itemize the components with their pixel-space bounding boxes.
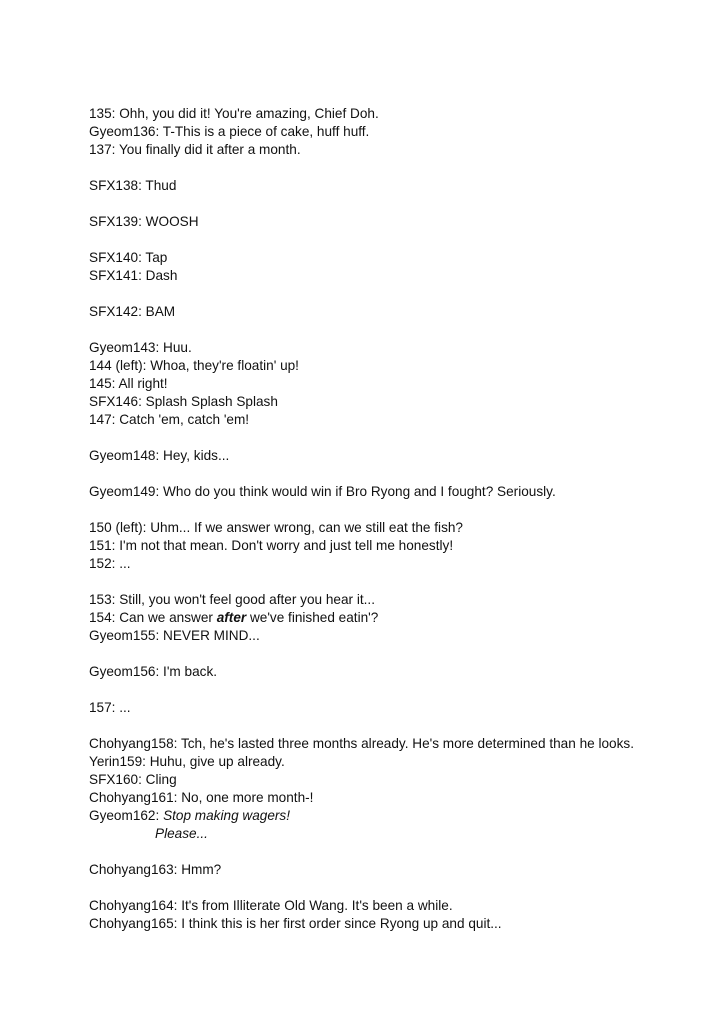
script-line: 152: ...	[89, 556, 131, 571]
script-line: SFX140: Tap	[89, 250, 168, 265]
blank-line	[89, 717, 719, 735]
script-line: 147: Catch 'em, catch 'em!	[89, 412, 250, 427]
script-line: Chohyang165: I think this is her first order since Ryong up and quit...	[89, 916, 502, 931]
blank-line	[89, 843, 719, 861]
script-line: SFX141: Dash	[89, 268, 178, 283]
script-line: Chohyang164: It's from Illiterate Old Wang. It's been a while.	[89, 898, 453, 913]
blank-line	[89, 321, 719, 339]
blank-line	[89, 285, 719, 303]
italic-dialogue: Stop making wagers!	[163, 808, 290, 823]
script-line: 150 (left): Uhm... If we answer wrong, can we still eat the fish?	[89, 520, 463, 535]
line-text-after: we've finished eatin'?	[246, 610, 379, 625]
line-text-before: 154: Can we answer	[89, 610, 217, 625]
blank-line	[89, 879, 719, 897]
blank-line	[89, 231, 719, 249]
blank-line	[89, 681, 719, 699]
blank-line	[89, 465, 719, 483]
script-line-continued: Please...	[155, 826, 208, 841]
blank-line	[89, 429, 719, 447]
script-text	[89, 105, 719, 933]
emphasized-word: after	[216, 610, 247, 625]
script-line: 153: Still, you won't feel good after you hear it...	[89, 592, 375, 607]
script-line: Gyeom155: NEVER MIND...	[89, 628, 260, 643]
script-line: Chohyang161: No, one more month-!	[89, 790, 314, 805]
script-line: 157: ...	[89, 700, 131, 715]
script-line: 151: I'm not that mean. Don't worry and just tell me honestly!	[89, 538, 454, 553]
script-line: SFX146: Splash Splash Splash	[89, 394, 278, 409]
script-line-emphasis	[89, 609, 719, 627]
script-line: SFX139: WOOSH	[89, 214, 199, 229]
blank-line	[89, 645, 719, 663]
script-line: SFX138: Thud	[89, 178, 177, 193]
script-line: 144 (left): Whoa, they're floatin' up!	[89, 358, 299, 373]
blank-line	[89, 159, 719, 177]
script-line-italic	[89, 807, 719, 825]
script-line: Chohyang158: Tch, he's lasted three months already. He's more determined than he looks.	[89, 736, 634, 751]
script-line: Gyeom148: Hey, kids...	[89, 448, 230, 463]
blank-line	[89, 501, 719, 519]
script-line: 135: Ohh, you did it! You're amazing, Chief Doh.	[89, 106, 379, 121]
script-line: Gyeom156: I'm back.	[89, 664, 218, 679]
blank-line	[89, 573, 719, 591]
script-line: Gyeom136: T-This is a piece of cake, huff huff.	[89, 124, 370, 139]
script-line: SFX142: BAM	[89, 304, 176, 319]
script-line: Chohyang163: Hmm?	[89, 862, 222, 877]
script-line: Gyeom143: Huu.	[89, 340, 192, 355]
line-speaker: Gyeom162:	[89, 808, 164, 823]
script-line: SFX160: Cling	[89, 772, 177, 787]
script-line: Yerin159: Huhu, give up already.	[89, 754, 285, 769]
script-line: 137: You finally did it after a month.	[89, 142, 301, 157]
blank-line	[89, 195, 719, 213]
script-line: 145: All right!	[89, 376, 168, 391]
script-line: Gyeom149: Who do you think would win if Bro Ryong and I fought? Seriously.	[89, 484, 556, 499]
